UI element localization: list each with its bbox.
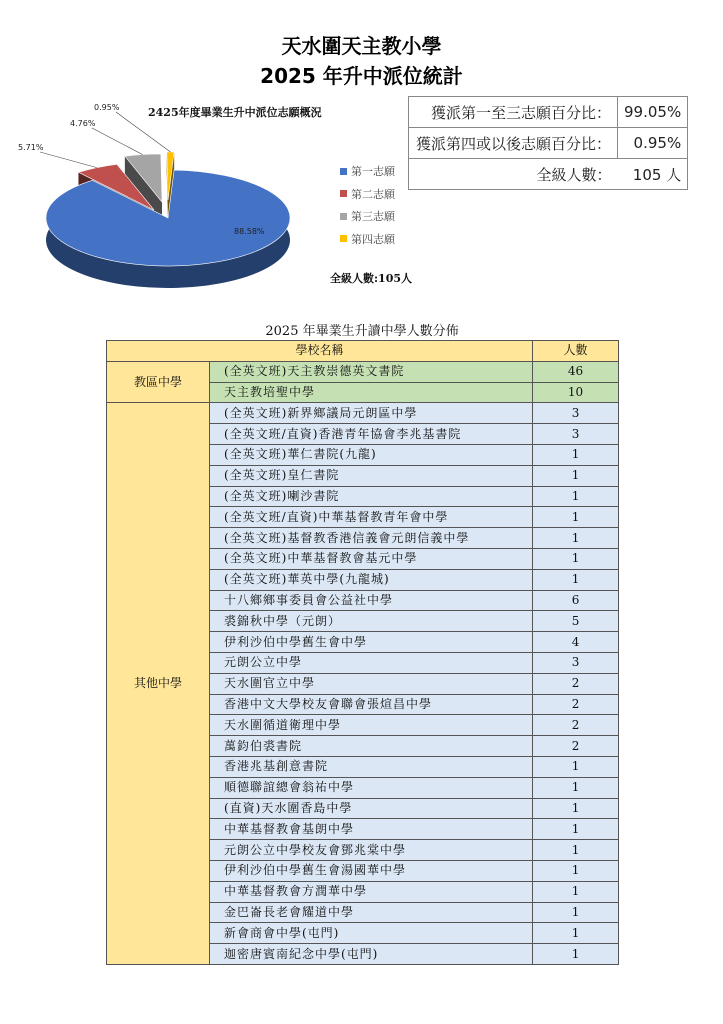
student-count-cell: 2 — [533, 736, 619, 757]
stats-row — [409, 97, 688, 128]
school-name-cell: 迦密唐賓南紀念中學(屯門) — [210, 944, 533, 965]
student-count-cell: 1 — [533, 528, 619, 549]
student-count-cell: 1 — [533, 507, 619, 528]
student-count-cell: 1 — [533, 881, 619, 902]
student-count-cell: 2 — [533, 673, 619, 694]
student-count-cell: 1 — [533, 569, 619, 590]
school-name-cell: (全英文班)中華基督教會基元中學 — [210, 548, 533, 569]
column-header-school: 學校名稱 — [107, 341, 533, 362]
legend-item-1 — [340, 160, 395, 183]
school-name-cell: (全英文班)皇仁書院 — [210, 465, 533, 486]
student-count-cell: 1 — [533, 944, 619, 965]
table-row — [107, 361, 619, 382]
school-name-cell: (全英文班)華仁書院(九龍) — [210, 444, 533, 465]
stats-value: 0.95% — [618, 128, 688, 159]
student-count-cell: 1 — [533, 756, 619, 777]
school-name-cell: 伊利沙伯中學舊生會中學 — [210, 632, 533, 653]
stats-value: 99.05% — [618, 97, 688, 128]
legend-label: 第一志願 — [351, 165, 395, 179]
school-name-cell: 順德聯誼總會翁祐中學 — [210, 777, 533, 798]
legend-item-2 — [340, 183, 395, 206]
student-count-cell: 3 — [533, 403, 619, 424]
student-count-cell: 10 — [533, 382, 619, 403]
student-count-cell: 2 — [533, 715, 619, 736]
student-count-cell: 3 — [533, 652, 619, 673]
pie-leader-line — [92, 128, 143, 155]
school-name-cell: (直資)天水圍香島中學 — [210, 798, 533, 819]
column-header-count: 人數 — [533, 341, 619, 362]
table-title: 2025 年畢業生升讀中學人數分佈 — [265, 324, 459, 339]
student-count-cell: 1 — [533, 444, 619, 465]
stats-value: 105 人 — [618, 159, 688, 190]
pie-total: 全級人數:105人 — [330, 272, 413, 285]
school-name-cell: 金巴崙長老會耀道中學 — [210, 902, 533, 923]
legend-swatch — [340, 168, 347, 175]
student-count-cell: 1 — [533, 777, 619, 798]
legend-swatch — [340, 235, 347, 242]
stats-table — [408, 96, 688, 190]
school-name-cell: (全英文班)喇沙書院 — [210, 486, 533, 507]
school-name-cell: 香港兆基創意書院 — [210, 756, 533, 777]
stats-row — [409, 128, 688, 159]
school-name-cell: 中華基督教會基朗中學 — [210, 819, 533, 840]
student-count-cell: 1 — [533, 548, 619, 569]
legend-item-4 — [340, 228, 395, 251]
student-count-cell: 6 — [533, 590, 619, 611]
page-subtitle: 2025 年升中派位統計 — [260, 64, 463, 88]
student-count-cell: 1 — [533, 819, 619, 840]
stats-label: 獲派第四或以後志願百分比： — [409, 128, 618, 159]
legend-swatch — [340, 213, 347, 220]
legend-swatch — [340, 190, 347, 197]
school-name-cell: 天水圍循道衛理中學 — [210, 715, 533, 736]
school-category: 教區中學 — [107, 361, 210, 403]
student-count-cell: 1 — [533, 486, 619, 507]
student-count-cell: 4 — [533, 632, 619, 653]
school-name-cell: 萬鈞伯裘書院 — [210, 736, 533, 757]
pie-data-label: 88.58% — [234, 227, 265, 236]
pie-legend — [340, 160, 395, 250]
pie-data-label: 5.71% — [18, 143, 44, 152]
student-count-cell: 3 — [533, 424, 619, 445]
school-name-cell: (全英文班/直資)中華基督教青年會中學 — [210, 507, 533, 528]
legend-label: 第四志願 — [351, 232, 395, 246]
stats-label: 全級人數： — [409, 159, 618, 190]
stats-label: 獲派第一至三志願百分比： — [409, 97, 618, 128]
school-name-cell: 天水圍官立中學 — [210, 673, 533, 694]
student-count-cell: 5 — [533, 611, 619, 632]
student-count-cell: 1 — [533, 923, 619, 944]
school-name-cell: (全英文班)基督教香港信義會元朗信義中學 — [210, 528, 533, 549]
school-name-cell: 元朗公立中學校友會鄧兆棠中學 — [210, 840, 533, 861]
school-name-cell: 元朗公立中學 — [210, 652, 533, 673]
student-count-cell: 1 — [533, 902, 619, 923]
student-count-cell: 1 — [533, 798, 619, 819]
pie-chart-title: 2425年度畢業生升中派位志願概況 — [148, 106, 322, 119]
student-count-cell: 1 — [533, 860, 619, 881]
school-name-cell: (全英文班)新界鄉議局元朗區中學 — [210, 403, 533, 424]
school-name: 天水圍天主教小學 — [281, 34, 442, 58]
pie-data-label: 0.95% — [94, 103, 120, 112]
school-distribution-table — [106, 340, 619, 965]
pie-data-label: 4.76% — [70, 119, 96, 128]
school-name-cell: 香港中文大學校友會聯會張煊昌中學 — [210, 694, 533, 715]
school-name-cell: (全英文班)天主教崇德英文書院 — [210, 361, 533, 382]
legend-label: 第二志願 — [351, 187, 395, 201]
student-count-cell: 2 — [533, 694, 619, 715]
pie-leader-line — [116, 112, 170, 152]
school-name-cell: 十八鄉鄉事委員會公益社中學 — [210, 590, 533, 611]
student-count-cell: 46 — [533, 361, 619, 382]
school-name-cell: 新會商會中學(屯門) — [210, 923, 533, 944]
student-count-cell: 1 — [533, 465, 619, 486]
stats-row — [409, 159, 688, 190]
legend-label: 第三志願 — [351, 210, 395, 224]
school-name-cell: (全英文班)華英中學(九龍城) — [210, 569, 533, 590]
school-category: 其他中學 — [107, 403, 210, 965]
pie-leader-line — [40, 152, 97, 168]
school-name-cell: 中華基督教會方潤華中學 — [210, 881, 533, 902]
school-name-cell: 伊利沙伯中學舊生會湯國華中學 — [210, 860, 533, 881]
table-header-row — [107, 341, 619, 362]
legend-item-3 — [340, 205, 395, 228]
school-name-cell: 裘錦秋中學（元朗） — [210, 611, 533, 632]
student-count-cell: 1 — [533, 840, 619, 861]
school-name-cell: (全英文班/直資)香港青年協會李兆基書院 — [210, 424, 533, 445]
school-name-cell: 天主教培聖中學 — [210, 382, 533, 403]
table-row — [107, 403, 619, 424]
